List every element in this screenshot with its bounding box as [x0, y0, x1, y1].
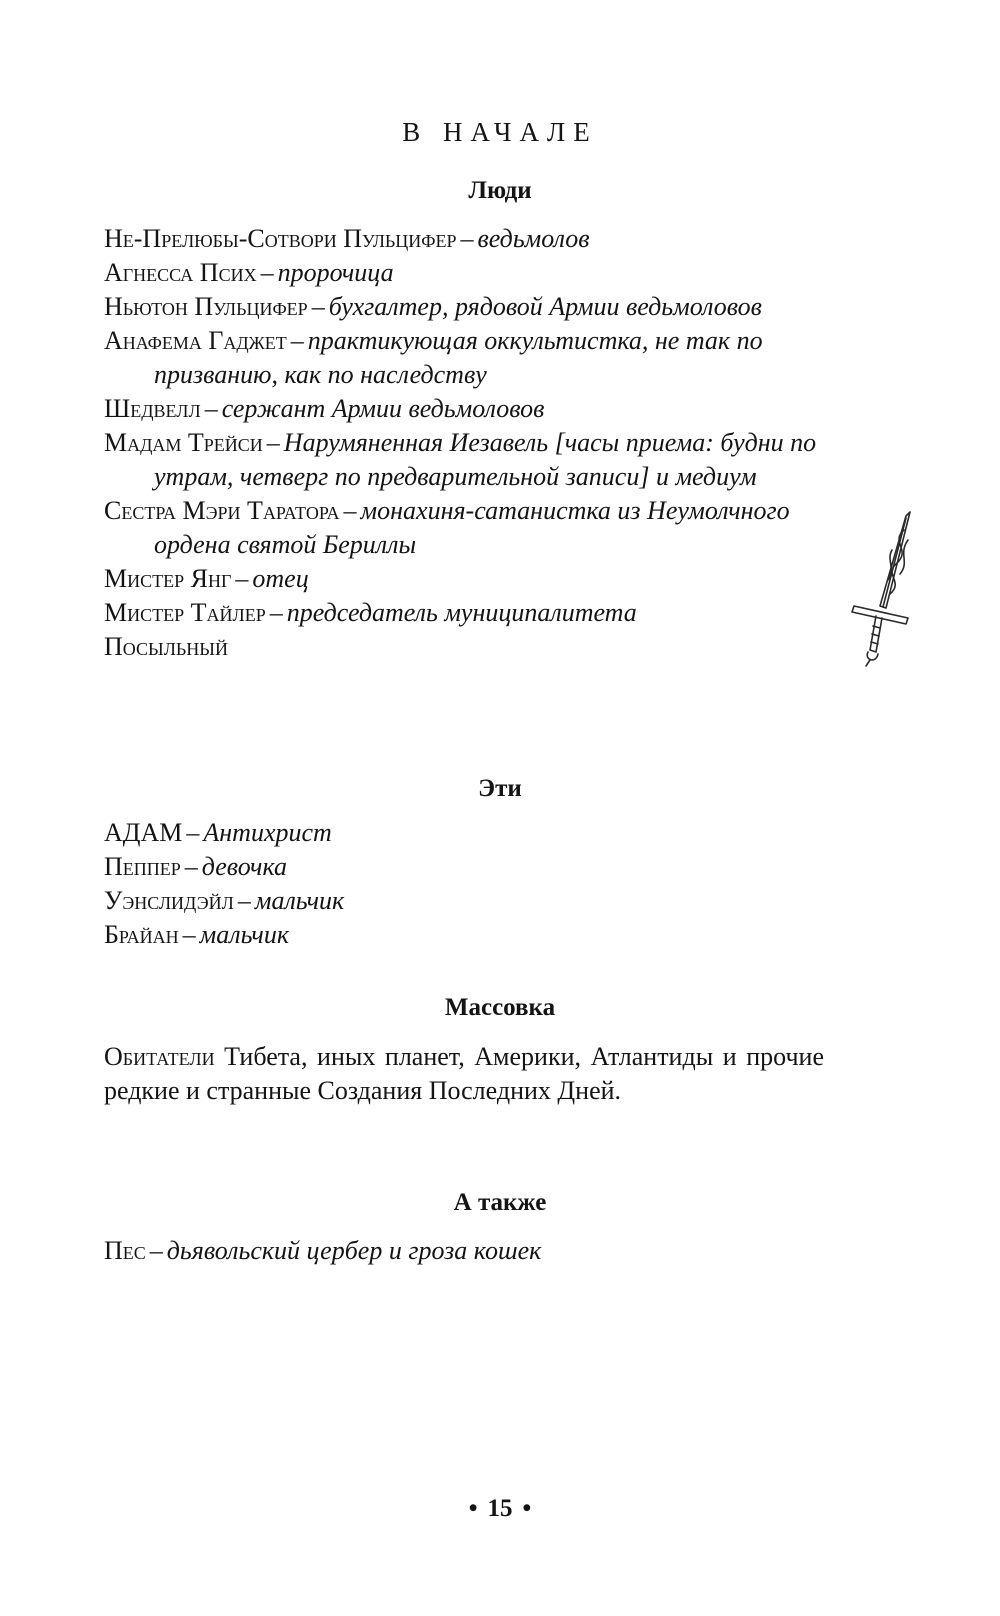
dash-separator: –: [260, 258, 274, 287]
list-item: [104, 630, 824, 664]
character-role: пророчица: [277, 258, 394, 287]
bullet-right: •: [522, 1495, 532, 1522]
list-item: [104, 816, 824, 850]
people-list: [104, 222, 824, 664]
list-item: [104, 392, 824, 426]
page-number: [0, 1494, 1000, 1524]
character-role: ведьмолов: [477, 224, 590, 253]
list-item: [104, 562, 824, 596]
character-role: мальчик: [199, 920, 289, 949]
character-role: девочка: [201, 852, 287, 881]
dash-separator: –: [290, 326, 304, 355]
character-name: Анафема Гаджет: [104, 326, 287, 355]
character-role: дьявольский цербер и гроза кошек: [166, 1236, 542, 1265]
character-name: АДАМ: [104, 818, 183, 847]
character-name: Ньютон Пульцифер: [104, 292, 308, 321]
character-name: Шедвелл: [104, 394, 201, 423]
dash-separator: –: [269, 598, 283, 627]
list-item: [104, 426, 824, 494]
list-item: [104, 884, 824, 918]
character-role: Нарумяненная Иезавель [часы приема: будни по утрам, четверг по предварительной записи] и медиум: [154, 428, 817, 491]
character-role: монахиня-сатанистка из Неумолчного ордена святой Бериллы: [154, 496, 790, 559]
list-item: [104, 290, 824, 324]
section-heading-also: А также: [453, 1189, 547, 1216]
character-role: сержант Армии ведьмоловов: [221, 394, 545, 423]
character-name: Уэнслидэйл: [104, 886, 234, 915]
them-list: [104, 816, 824, 952]
list-item: [104, 222, 824, 256]
character-role: бухгалтер, рядовой Армии ведьмоловов: [328, 292, 762, 321]
character-name: Мистер Янг: [104, 564, 232, 593]
dash-separator: –: [204, 394, 218, 423]
character-name: Агнесса Псих: [104, 258, 257, 287]
character-name: Мистер Тайлер: [104, 598, 266, 627]
character-name: Сестра Мэри Таратора: [104, 496, 340, 525]
dash-separator: –: [149, 1236, 163, 1265]
list-item: [104, 494, 824, 562]
dash-separator: –: [182, 920, 196, 949]
character-role: практикующая оккультистка, не так по призванию, как по наследству: [154, 326, 763, 389]
dash-separator: –: [235, 564, 249, 593]
dash-separator: –: [184, 852, 198, 881]
section-heading-extras: Массовка: [444, 994, 556, 1021]
also-list: [104, 1234, 824, 1268]
character-role: мальчик: [254, 886, 345, 915]
extras-paragraph: [104, 1040, 824, 1108]
character-name: Пеппер: [104, 852, 181, 881]
sword-icon: [846, 510, 918, 670]
chapter-title: В НАЧАЛЕ: [402, 117, 598, 147]
character-name: Пес: [104, 1236, 146, 1265]
dash-separator: –: [311, 292, 325, 321]
character-name: Не-Прелюбы-Сотвори Пульцифер: [104, 224, 457, 253]
list-item: [104, 596, 824, 630]
list-item: [104, 918, 824, 952]
character-name: Посыльный: [104, 632, 228, 661]
section-heading-people: Люди: [468, 177, 532, 204]
character-role: Антихрист: [203, 818, 332, 847]
section-heading-them: Эти: [478, 775, 522, 802]
extras-lead: Обитатели: [104, 1042, 215, 1071]
character-name: Брайан: [104, 920, 179, 949]
list-item: [104, 256, 824, 290]
dash-separator: –: [343, 496, 357, 525]
list-item: [104, 1234, 824, 1268]
list-item: [104, 850, 824, 884]
dash-separator: –: [186, 818, 200, 847]
list-item: [104, 324, 824, 392]
bullet-left: •: [468, 1495, 478, 1522]
dash-separator: –: [460, 224, 474, 253]
dash-separator: –: [266, 428, 280, 457]
character-name: Мадам Трейси: [104, 428, 263, 457]
character-role: председатель муниципалитета: [286, 598, 637, 627]
character-role: отец: [252, 564, 309, 593]
extras-text: Тибета, иных планет, Америки, Атлантиды и прочие редкие и странные Создания Последних Дней.: [104, 1042, 824, 1105]
dash-separator: –: [237, 886, 251, 915]
page-number-value: 15: [487, 1495, 513, 1522]
